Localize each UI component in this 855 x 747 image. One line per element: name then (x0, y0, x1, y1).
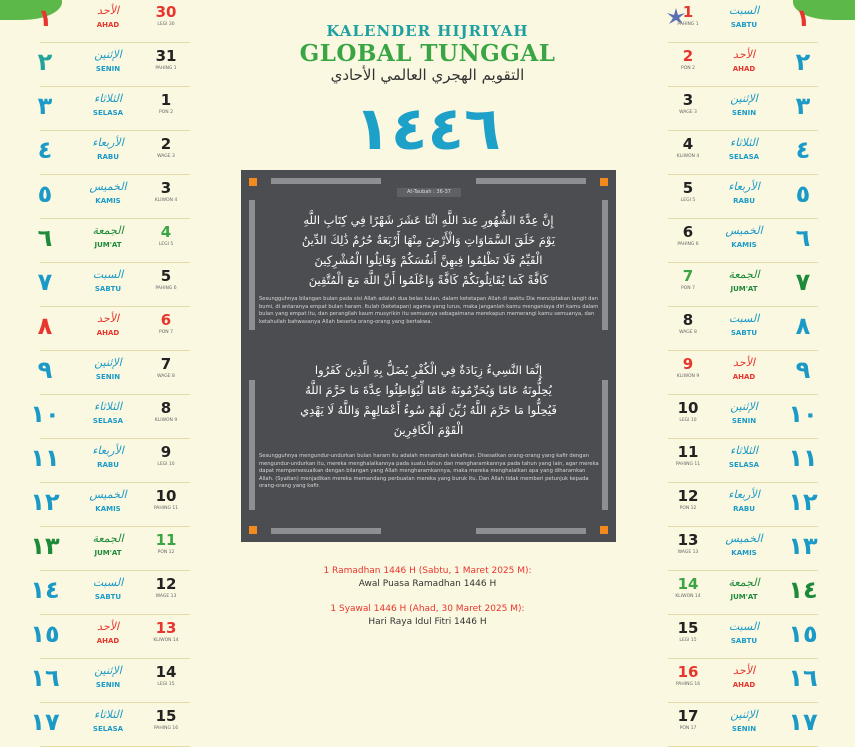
day-name: SENIN (95, 65, 121, 73)
day-name: SENIN (731, 417, 757, 425)
gregorian-date: 1 (160, 91, 172, 109)
calendar-day-row (30, 482, 190, 527)
pasaran-label: PAHING 11 (675, 462, 701, 467)
calendar-day-row (668, 526, 818, 571)
calendar-day-row (668, 614, 818, 659)
day-name-arabic: الإثنين (730, 708, 758, 721)
hijri-day-number: ٢ (795, 48, 811, 76)
day-name-arabic: الثلاثاء (730, 444, 758, 457)
hijri-day-number: ٢ (37, 48, 53, 76)
pasaran-label: WAGE 13 (155, 594, 177, 599)
day-name-arabic: الأحد (97, 620, 119, 633)
gregorian-date: 6 (160, 311, 172, 329)
day-name-arabic: الأحد (733, 356, 755, 369)
day-name: AHAD (96, 329, 120, 337)
day-name-arabic: الجمعة (92, 532, 124, 545)
day-name-arabic: السبت (728, 4, 760, 17)
calendar-day-row (668, 570, 818, 615)
calendar-day-row (37, 130, 190, 175)
gregorian-date: 10 (677, 399, 699, 417)
gregorian-date: 7 (160, 355, 172, 373)
day-name-arabic: الأربعاء (728, 488, 760, 501)
day-name: SABTU (94, 285, 122, 293)
day-name-arabic: الثلاثاء (94, 708, 122, 721)
day-name: RABU (97, 153, 119, 161)
pasaran-label: PON 2 (681, 66, 695, 71)
hijri-day-number: ١٢ (788, 488, 818, 516)
day-name-arabic: السبت (728, 312, 760, 325)
calendar-day-row (37, 86, 190, 131)
year-arabic: ١٤٤٦ (354, 94, 501, 164)
calendar-day-row (37, 262, 190, 307)
pasaran-label: PON 7 (681, 286, 695, 291)
gregorian-date: 15 (155, 707, 177, 725)
calendar-day-row (37, 218, 190, 263)
calendar-day-row (37, 306, 190, 351)
gregorian-date: 11 (677, 443, 699, 461)
day-name: AHAD (732, 373, 756, 381)
frame-bar (271, 178, 381, 184)
day-name-arabic: الثلاثاء (94, 92, 122, 105)
day-name-arabic: الأحد (97, 4, 119, 17)
note-subtitle: Awal Puasa Ramadhan 1446 H (358, 579, 497, 589)
calendar-day-row (668, 42, 818, 87)
corner-square (249, 178, 257, 186)
calendar-day-row (30, 658, 190, 703)
day-name: AHAD (96, 21, 120, 29)
day-name: SENIN (95, 373, 121, 381)
frame-bar (602, 380, 608, 510)
day-name-arabic: الإثنين (94, 356, 122, 369)
day-name-arabic: الأربعاء (728, 180, 760, 193)
calendar-day-row (668, 482, 818, 527)
calendar-day-row (37, 0, 190, 43)
day-name: JUM'AT (94, 241, 122, 249)
day-name-arabic: الخميس (89, 488, 127, 501)
gregorian-date: 10 (155, 487, 177, 505)
day-name: SENIN (731, 109, 757, 117)
day-name-arabic: الجمعة (728, 576, 760, 589)
gregorian-date: 9 (160, 443, 172, 461)
gregorian-date: 5 (160, 267, 172, 285)
calendar-day-row (30, 570, 190, 615)
pasaran-label: LEGI 10 (157, 462, 175, 467)
calendar-day-row (668, 86, 818, 131)
day-name: SABTU (730, 329, 758, 337)
calendar-day-row (30, 394, 190, 439)
frame-bar (476, 528, 586, 534)
hijri-day-number: ١٦ (30, 664, 60, 692)
day-name: KAMIS (731, 241, 757, 249)
day-name: RABU (733, 505, 755, 513)
day-name: SELASA (92, 109, 124, 117)
pasaran-label: KLIWON 4 (154, 198, 178, 203)
day-name: SENIN (731, 725, 757, 733)
gregorian-date: 16 (677, 663, 699, 681)
hijri-day-number: ١٧ (30, 708, 60, 736)
gregorian-date: 31 (155, 47, 177, 65)
calendar-day-row (668, 306, 818, 351)
day-name: SABTU (94, 593, 122, 601)
gregorian-date: 11 (155, 531, 177, 549)
day-name-arabic: الأربعاء (92, 444, 124, 457)
hijri-day-number: ١٥ (788, 620, 818, 648)
corner-square (249, 526, 257, 534)
day-name: AHAD (732, 65, 756, 73)
hijri-day-number: ١٤ (30, 576, 60, 604)
hijri-day-number: ٧ (37, 268, 53, 296)
day-name: KAMIS (95, 505, 121, 513)
day-name-arabic: الخميس (725, 224, 763, 237)
hijri-day-number: ١٧ (788, 708, 818, 736)
hijri-day-number: ٦ (37, 224, 53, 252)
day-name: SENIN (95, 681, 121, 689)
gregorian-date: 5 (682, 179, 694, 197)
calendar-day-row (668, 394, 818, 439)
hijri-day-number: ٣ (37, 92, 53, 120)
gregorian-date: 12 (677, 487, 699, 505)
gregorian-date: 17 (677, 707, 699, 725)
hijri-day-number: ٨ (795, 312, 811, 340)
hijri-day-number: ٩ (795, 356, 811, 384)
hijri-day-number: ٤ (795, 136, 811, 164)
gregorian-date: 14 (155, 663, 177, 681)
hijri-day-number: ٣ (795, 92, 811, 120)
pasaran-label: PAHING 6 (677, 242, 699, 247)
calendar-day-row (37, 174, 190, 219)
gregorian-date: 14 (677, 575, 699, 593)
gregorian-date: 15 (677, 619, 699, 637)
day-name: AHAD (96, 637, 120, 645)
calendar-day-row (668, 174, 818, 219)
gregorian-date: 3 (682, 91, 694, 109)
pasaran-label: KLIWON 9 (154, 418, 178, 423)
pasaran-label: PON 2 (159, 110, 173, 115)
gregorian-date: 4 (160, 223, 172, 241)
pasaran-label: KLIWON 14 (153, 638, 179, 643)
note-subtitle: Hari Raya Idul Fitri 1446 H (368, 617, 487, 627)
pasaran-label: PAHING 6 (155, 286, 177, 291)
calendar-day-row (668, 438, 818, 483)
day-name: SABTU (730, 637, 758, 645)
gregorian-date: 9 (682, 355, 694, 373)
hijri-day-number: ١ (37, 4, 53, 32)
hijri-day-number: ٤ (37, 136, 53, 164)
pasaran-label: PON 17 (679, 726, 697, 731)
day-name: SELASA (92, 417, 124, 425)
hijri-day-number: ١٤ (788, 576, 818, 604)
calendar-day-row (30, 438, 190, 483)
day-name-arabic: الإثنين (730, 400, 758, 413)
hijri-day-number: ١١ (30, 444, 60, 472)
title-line2: GLOBAL TUNGGAL (299, 40, 556, 67)
day-name-arabic: الأحد (733, 48, 755, 61)
hijri-day-number: ٥ (795, 180, 811, 208)
verse-block-1 (261, 210, 596, 290)
pasaran-label: LEGI 15 (679, 638, 697, 643)
hijri-day-number: ١٢ (30, 488, 60, 516)
surah-reference-tag: At-Taubah : 36-37 (397, 188, 461, 197)
hijri-day-number: ١٠ (30, 400, 60, 428)
frame-bar (602, 200, 608, 330)
day-name: JUM'AT (730, 593, 758, 601)
verse-line: الْقَيِّمُ فَلَا تَظْلِمُوا فِيهِنَّ أَنفُسَكُمْ وَقَاتِلُوا الْمُشْرِكِينَ (314, 253, 543, 267)
day-name-arabic: الجمعة (92, 224, 124, 237)
calendar-day-row (668, 702, 818, 747)
day-name-arabic: الثلاثاء (730, 136, 758, 149)
verse-line: كَافَّةً كَمَا يُقَاتِلُونَكُمْ كَافَّةً وَاعْلَمُوا أَنَّ اللَّهَ مَعَ الْمُتَّقِينَ (308, 273, 549, 287)
hijri-day-number: ١ (795, 4, 811, 32)
pasaran-label: WAGE 8 (679, 330, 697, 335)
day-name: JUM'AT (94, 549, 122, 557)
day-name: JUM'AT (730, 285, 758, 293)
day-name: RABU (733, 197, 755, 205)
calendar-day-row (30, 614, 190, 659)
pasaran-label: WAGE 13 (677, 550, 699, 555)
day-name: AHAD (732, 681, 756, 689)
hijri-day-number: ٩ (37, 356, 53, 384)
frame-bar (476, 178, 586, 184)
gregorian-date: 1 (682, 3, 694, 21)
frame-bar (249, 380, 255, 510)
translation-1: Sesungguhnya bilangan bulan pada sisi Allah adalah dua belas bulan, dalam ketetapan Allah di waktu Dia menciptakan langit dan bumi, di antaranya empat bulan haram. Itulah (ketetapan) agama yang lurus, maka janganlah kamu menganiaya diri kamu dalam bulan yang empat itu, dan perangilah kaum musyrikin itu semuanya sebagaimana merekapun memerangi kamu semuanya, dan ketahuilah bahwasanya Allah beserta orang-orang yang bertakwa. (259, 296, 599, 325)
day-name: KAMIS (731, 549, 757, 557)
gregorian-date: 2 (160, 135, 172, 153)
hijri-day-number: ٧ (795, 268, 811, 296)
day-name: RABU (97, 461, 119, 469)
frame-bar (249, 200, 255, 330)
day-name-arabic: الإثنين (94, 48, 122, 61)
title-arabic: التقويم الهجري العالمي الأحادي (330, 66, 525, 84)
calendar-day-row (668, 130, 818, 175)
gregorian-date: 13 (155, 619, 177, 637)
verse-line: يُحِلُّونَهُ عَامًا وَيُحَرِّمُونَهُ عَامًا لِّيُوَاطِئُوا عِدَّةَ مَا حَرَّمَ اللَّهُ (305, 383, 552, 397)
hijri-day-number: ٥ (37, 180, 53, 208)
calendar-day-row (30, 526, 190, 571)
day-name: SELASA (728, 461, 760, 469)
calendar-day-row (30, 702, 190, 747)
gregorian-date: 30 (155, 3, 177, 21)
calendar-day-row (668, 262, 818, 307)
gregorian-date: 8 (682, 311, 694, 329)
day-name-arabic: السبت (92, 576, 124, 589)
day-name-arabic: الثلاثاء (94, 400, 122, 413)
pasaran-label: LEGI 5 (158, 242, 174, 247)
star-logo-icon (663, 8, 689, 26)
title-line1: KALENDER HIJRIYAH (326, 22, 529, 40)
gregorian-date: 4 (682, 135, 694, 153)
pasaran-label: PAHING 16 (675, 682, 701, 687)
day-name: SELASA (92, 725, 124, 733)
pasaran-label: WAGE 3 (157, 154, 175, 159)
pasaran-label: WAGE 3 (679, 110, 697, 115)
hijri-day-number: ٦ (795, 224, 811, 252)
day-name: KAMIS (95, 197, 121, 205)
pasaran-label: WAGE 8 (157, 374, 175, 379)
hijri-day-number: ١٣ (30, 532, 60, 560)
pasaran-label: LEGI 5 (680, 198, 696, 203)
gregorian-date: 12 (155, 575, 177, 593)
corner-square (600, 526, 608, 534)
day-name: SELASA (728, 153, 760, 161)
hijri-day-number: ١١ (788, 444, 818, 472)
day-name-arabic: الأحد (97, 312, 119, 325)
pasaran-label: PAHING 16 (153, 726, 179, 731)
pasaran-label: PON 12 (679, 506, 697, 511)
translation-2: Sesungguhnya mengundur-undurkan bulan haram itu adalah menambah kekafiran. Disesatkan orang-orang yang kafir dengan mengundur-undurkan itu, mereka menghalalkannya pada suatu tahun dan mengharamkannya pada tahun yang lain, agar mereka dapat mempersesuaikan dengan bilangan yang Allah mengharamkannya, maka mereka menghalalkan apa yang diharamkan Allah. (Syaitan) menjadikan mereka memandang perbuatan mereka yang buruk itu. Dan Allah tidak memberi petunjuk kepada orang-orang yang kafir. (259, 453, 599, 489)
gregorian-date: 3 (160, 179, 172, 197)
quran-verse-panel (241, 170, 616, 542)
day-name-arabic: الأحد (733, 664, 755, 677)
calendar-day-row (668, 658, 818, 703)
calendar-day-row (668, 218, 818, 263)
day-name-arabic: الجمعة (728, 268, 760, 281)
frame-bar (271, 528, 381, 534)
day-name-arabic: السبت (728, 620, 760, 633)
verse-line: إِنَّمَا النَّسِيءُ زِيَادَةٌ فِي الْكُفْرِ يُضَلُّ بِهِ الَّذِينَ كَفَرُوا (314, 363, 543, 377)
gregorian-date: 2 (682, 47, 694, 65)
hijri-day-number: ٨ (37, 312, 53, 340)
day-name-arabic: الأربعاء (92, 136, 124, 149)
pasaran-label: LEGI 10 (679, 418, 697, 423)
verse-line: الْقَوْمَ الْكَافِرِينَ (393, 423, 464, 437)
day-name-arabic: السبت (92, 268, 124, 281)
pasaran-label: KLIWON 14 (675, 594, 701, 599)
day-name-arabic: الخميس (725, 532, 763, 545)
pasaran-label: PAHING 11 (153, 506, 179, 511)
calendar-day-row (668, 0, 818, 43)
pasaran-label: LEGI 15 (157, 682, 175, 687)
pasaran-label: PAHING 1 (155, 66, 177, 71)
verse-line: يَوْمَ خَلَقَ السَّمَاوَاتِ وَالْأَرْضَ مِنْهَا أَرْبَعَةٌ حُرُمٌ ذَٰلِكَ الدِّينُ (301, 233, 556, 247)
pasaran-label: PON 12 (157, 550, 175, 555)
gregorian-date: 7 (682, 267, 694, 285)
day-name-arabic: الخميس (89, 180, 127, 193)
verse-line: إِنَّ عِدَّةَ الشُّهُورِ عِندَ اللَّهِ اثْنَا عَشَرَ شَهْرًا فِي كِتَابِ اللَّهِ (303, 213, 554, 227)
verse-line: فَيُحِلُّوا مَا حَرَّمَ اللَّهُ زُيِّنَ لَهُمْ سُوءُ أَعْمَالِهِمْ وَاللَّهُ لَا يَهْدِي (300, 403, 557, 417)
calendar-day-row (37, 42, 190, 87)
corner-square (600, 178, 608, 186)
day-name: SABTU (730, 21, 758, 29)
pasaran-label: LEGI 30 (157, 22, 175, 27)
day-name-arabic: الإثنين (94, 664, 122, 677)
note-heading: 1 Ramadhan 1446 H (Sabtu, 1 Maret 2025 M): (323, 566, 532, 576)
hijri-day-number: ١٣ (788, 532, 818, 560)
verse-block-2 (261, 360, 596, 440)
day-name-arabic: الإثنين (730, 92, 758, 105)
pasaran-label: KLIWON 9 (676, 374, 700, 379)
calendar-day-row (37, 350, 190, 395)
calendar-day-row (668, 350, 818, 395)
gregorian-date: 6 (682, 223, 694, 241)
pasaran-label: PAHING 1 (677, 22, 699, 27)
note-heading: 1 Syawal 1446 H (Ahad, 30 Maret 2025 M): (330, 604, 525, 614)
pasaran-label: KLIWON 4 (676, 154, 700, 159)
hijri-day-number: ١٠ (788, 400, 818, 428)
gregorian-date: 13 (677, 531, 699, 549)
pasaran-label: PON 7 (159, 330, 173, 335)
gregorian-date: 8 (160, 399, 172, 417)
hijri-day-number: ١٦ (788, 664, 818, 692)
hijri-day-number: ١٥ (30, 620, 60, 648)
